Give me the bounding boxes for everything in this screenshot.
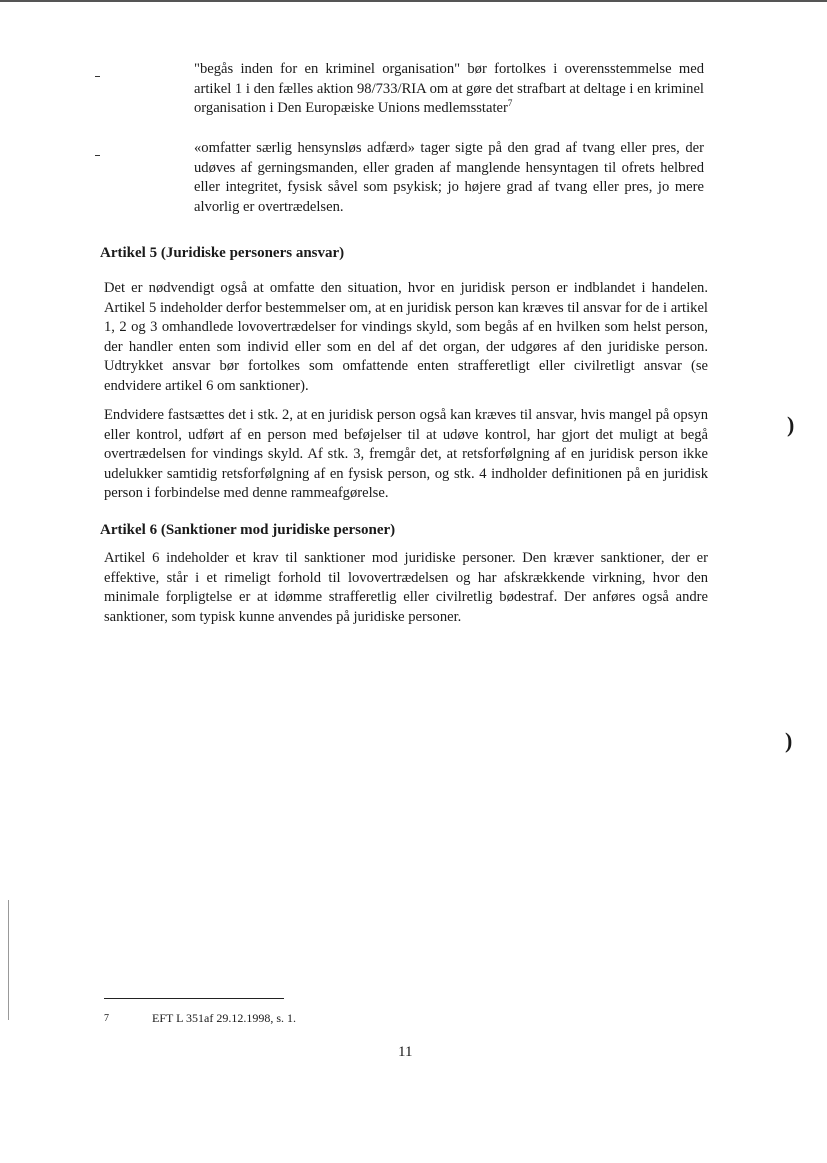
margin-dash <box>95 155 100 156</box>
paragraph-artikel-6-1 <box>104 549 708 627</box>
scan-margin-line <box>8 900 9 1020</box>
paragraph-text: Det er nødvendigt også at omfatte den situation, hvor en juridisk person er indblandet i handelen. Artikel 5 indeholder derfor bestemmelser om, at en juridisk person kan kræves til ansvar for de i artikel 1, 2 og 3 omhandlede lovovertrædelser for vindings skyld, som begås af en hvilken som helst person, der handler enten som individ eller som en del af det organ, der udgøres af den juridiske person. Udtrykket ansvar bør fortolkes som omfattende enten strafferetligt eller civilretligt ansvar (se endvidere artikel 6 om sanktioner). <box>104 280 708 394</box>
margin-parenthesis-mark: ) <box>785 728 793 753</box>
paragraph-artikel-5-2 <box>104 406 708 504</box>
margin-parenthesis-mark: ) <box>787 412 795 437</box>
margin-dash <box>95 76 100 77</box>
footnote-text: EFT L 351af 29.12.1998, s. 1. <box>152 1011 296 1025</box>
footnote-separator <box>104 998 284 999</box>
paragraph-artikel-5-1 <box>104 279 708 396</box>
section-heading-artikel-6: Artikel 6 (Sanktioner mod juridiske personer) <box>100 522 396 538</box>
quote-text: «omfatter særlig hensynsløs adfærd» tager sigte på den grad af tvang eller pres, der udøves af gerningsmanden, eller graden af manglende hensyntagen til ofrets helbred eller integritet, fysisk såvel som psykisk; jo højere grad af tvang eller pres, jo mere alvorlig er overtrædelsen. <box>194 140 704 215</box>
quote-criminal-organisation <box>194 60 704 119</box>
section-heading-artikel-5: Artikel 5 (Juridiske personers ansvar) <box>100 245 345 261</box>
quote-text: "begås inden for en kriminel organisation" bør fortolkes i overensstemmelse med artikel 1 i den fælles aktion 98/733/RIA om at gøre det strafbart at deltage i en kriminel organisation i Den Europæiske Unions medlemsstater <box>194 61 704 116</box>
paragraph-text: Endvidere fastsættes det i stk. 2, at en juridisk person også kan kræves til ansvar, hvis mangel på opsyn eller kontrol, udført af en person med beføjelser til at udøve kontrol, har gjort det muligt at begå overtrædelsen for vindings skyld. Af stk. 3, fremgår det, at retsforfølgning af en juridisk person ikke udelukker samtidig retsforfølgning af en fysisk person, og stk. 4 indholder definitionen på en juridisk person i forbindelse med denne rammeafgørelse. <box>104 407 708 501</box>
quote-reckless-conduct <box>194 139 704 217</box>
footnote-number: 7 <box>104 1013 109 1024</box>
paragraph-text: Artikel 6 indeholder et krav til sanktioner mod juridiske personer. Den kræver sanktioner, der er effektive, står i et rimeligt forhold til lovovertrædelsen og har afskrækkende virkning, hvor den minimale forpligtelse er at idømme strafferetlig eller civilretlig bødestraf. Der anføres også andre sanktioner, som typisk kunne anvendes på juridiske personer. <box>104 550 708 625</box>
footnote-reference: 7 <box>507 98 513 109</box>
page-number: 11 <box>398 1044 413 1060</box>
scan-top-edge <box>0 0 827 2</box>
